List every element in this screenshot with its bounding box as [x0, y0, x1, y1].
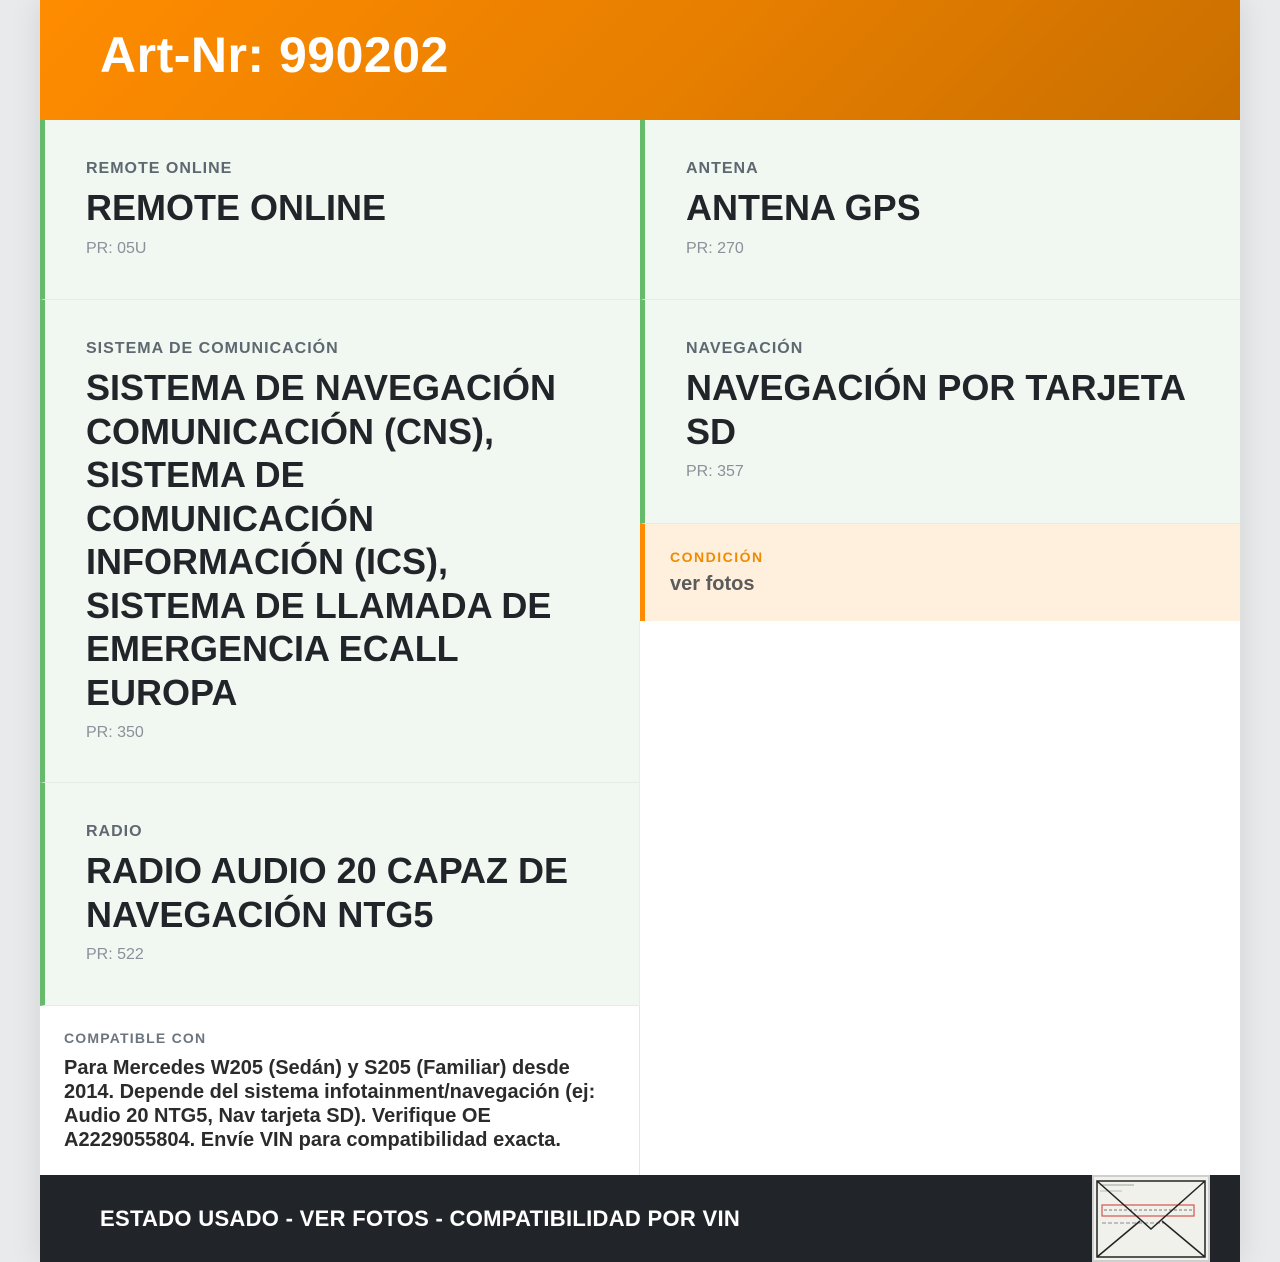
- compatibility-box: [40, 1006, 640, 1175]
- envelope-photo-icon: [1094, 1177, 1208, 1260]
- feature-card-communication-system: [40, 300, 640, 783]
- condition-value: ver fotos: [670, 573, 755, 595]
- compatibility-text: Para Mercedes W205 (Sedán) y S205 (Familiar) desde 2014. Depende del sistema infotainment/navegación (ej: Audio 20 NTG5, Nav tarjeta SD). Verifique OE A2229055804. Envíe VIN para compatibilidad exacta.: [64, 1057, 596, 1151]
- page-footer: [40, 1175, 1240, 1262]
- compatibility-label: COMPATIBLE CON: [64, 1030, 207, 1046]
- page-header: [40, 0, 1240, 120]
- feature-card-antenna: [640, 120, 1240, 300]
- condition-box: [640, 524, 1240, 621]
- card-pr-code: PR: 522: [86, 946, 144, 963]
- card-title: ANTENA GPS: [686, 187, 921, 228]
- product-sheet: [40, 0, 1240, 1262]
- feature-card-remote-online: [40, 120, 640, 300]
- card-category: NAVEGACIÓN: [686, 340, 804, 357]
- part-photo-thumbnail-icon[interactable]: [1092, 1175, 1210, 1262]
- card-title: NAVEGACIÓN POR TARJETA SD: [686, 367, 1185, 452]
- card-pr-code: PR: 357: [686, 463, 744, 480]
- card-category: SISTEMA DE COMUNICACIÓN: [86, 340, 339, 357]
- card-title: REMOTE ONLINE: [86, 187, 387, 228]
- footer-status-text: ESTADO USADO - VER FOTOS - COMPATIBILIDAD POR VIN: [100, 1206, 741, 1231]
- card-pr-code: PR: 05U: [86, 239, 147, 257]
- feature-card-radio: [40, 783, 640, 1006]
- article-number-title: Art-Nr: 990202: [100, 27, 449, 83]
- card-title: RADIO AUDIO 20 CAPAZ DE NAVEGACIÓN NTG5: [86, 850, 569, 935]
- card-title: SISTEMA DE NAVEGACIÓN COMUNICACIÓN (CNS), SISTEMA DE COMUNICACIÓN INFORMACIÓN (ICS), SISTEMA DE LLAMADA DE EMERGENCIA ECALL EUROPA: [86, 367, 557, 713]
- card-category: RADIO: [86, 823, 143, 840]
- card-category: ANTENA: [686, 160, 759, 177]
- card-pr-code: PR: 270: [686, 239, 744, 257]
- card-category: REMOTE ONLINE: [86, 160, 233, 177]
- condition-label: CONDICIÓN: [670, 549, 764, 565]
- feature-card-navigation: [640, 300, 1240, 524]
- card-pr-code: PR: 350: [86, 724, 144, 741]
